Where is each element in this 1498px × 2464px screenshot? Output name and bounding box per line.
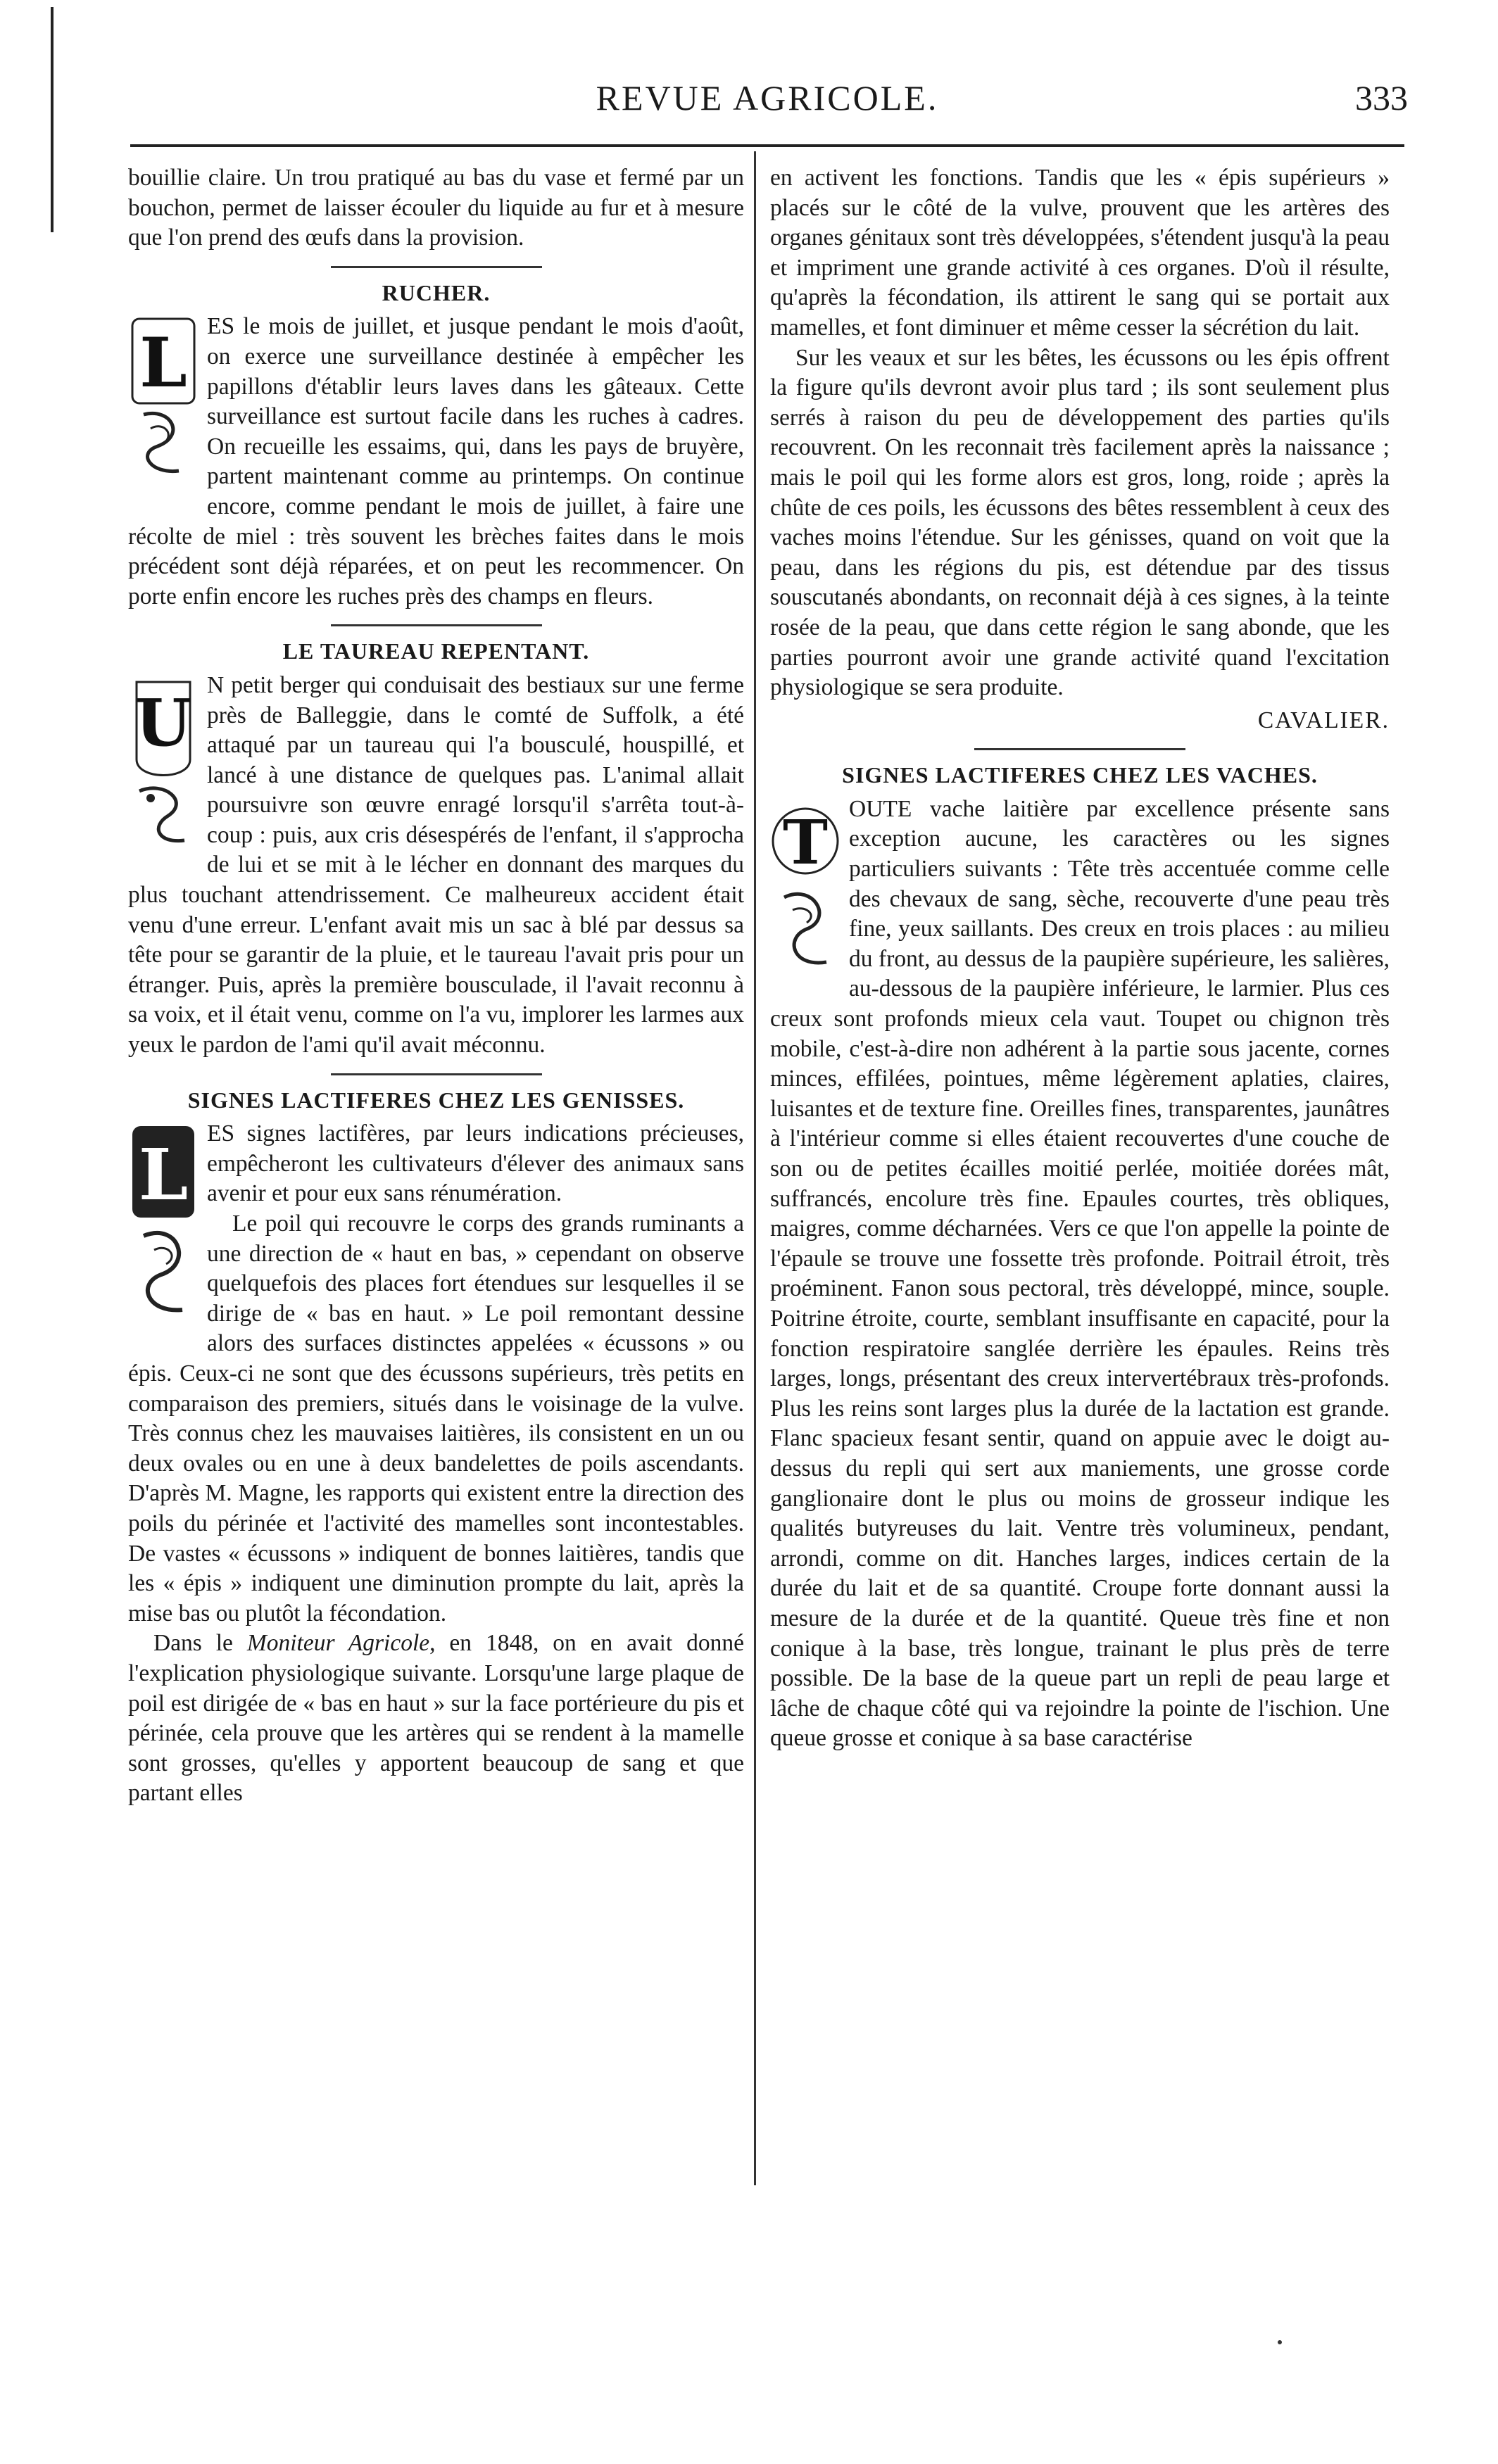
genisses-text-3-prefix: Dans le [153, 1630, 247, 1657]
heading-vaches: SIGNES LACTIFERES CHEZ LES VACHES. [842, 762, 1318, 788]
section-rule [331, 624, 542, 626]
binding-rule [51, 7, 54, 232]
author-signature: CAVALIER. [1257, 707, 1390, 733]
section-rule [974, 748, 1185, 750]
taureau-text: N petit berger qui conduisait des bestiaux sur une ferme près de Balleggie, dans le comté de Suffolk, a été attaqué par un taureau qui l'a bousculé, houspillé, et lancé à une distance de quelques pas. L'animal allait poursuivre son œuvre enragé lorsqu'il s'arrêta tout-à-coup : puis, aux cris désespérés de l'enfant, il s'approcha de lui et se mit à le lécher en donnant des marques du plus touchant attendrissement. Ce malheureux accident était venu d'une erreur. L'enfant avait mis un sac à blé par dessus sa tête pour se garantir de la pluie, et le taureau l'avait pris pour un étranger. Puis, après la première bousculade, il l'avait reconnu à sa voix, et il était venu, comme on l'a vu, implorer les larmes aux yeux le pardon de l'ami qu'il avait méconnu. [128, 671, 744, 1059]
continuation-paragraph: en activent les fonctions. Tandis que les « épis supérieurs » placés sur le côté de la vulve, prouvent que les artères des organes génitaux sont très développées, s'étendent jusqu'à la peau et impriment une grande activité à ces organes. D'où il résulte, qu'après la fécondation, ils attirent le sang qui se portait aux mamelles, et font diminuer et même cesser la sécrétion du lait. [770, 165, 1390, 341]
page-number: 333 [1355, 78, 1408, 118]
heading-genisses: SIGNES LACTIFERES CHEZ LES GENISSES. [187, 1087, 685, 1113]
dropcap-letter: U [134, 684, 192, 761]
right-column [770, 163, 1390, 1754]
dropcap-letter: L [139, 323, 187, 403]
ornate-letter-u-icon [130, 675, 197, 851]
running-title: REVUE AGRICOLE. [596, 78, 939, 118]
dropcap-letter: T [783, 807, 828, 878]
dropcap-ornament-icon [770, 799, 841, 989]
section-rule [331, 266, 542, 268]
genisses-text-3 [128, 1629, 744, 1809]
intro-paragraph: bouillie claire. Un trou pratiqué au bas du vase et fermé par un bouchon, permet de laisser écouler du liquide au fur et à mesure que l'on prend des œufs dans la provision. [128, 165, 744, 251]
header-rule [130, 144, 1404, 147]
genisses-text-3-suffix: , en 1848, on en avait donné l'explication physiologique suivante. Lorsqu'une large plaque de poil est dirigée de « bas en haut » sur la face portérieure du pis et périnée, cela prouve que les artères qui se rendent à la mamelle sont grosses, qu'elles y apportent beaucoup de sang et que partant elles [128, 1630, 744, 1807]
dropcap-letter: L [138, 1133, 189, 1217]
dropcap-ornament-icon [128, 316, 199, 492]
heading-taureau: LE TAUREAU REPENTANT. [282, 638, 590, 664]
genisses-text-1: ES signes lactifères, par leurs indications précieuses, empêcheront les cultivateurs d'élever des animaux sans avenir et pour eux sans rénumération. [207, 1120, 744, 1207]
stray-mark [1278, 2340, 1282, 2344]
ornate-letter-t-icon [772, 799, 839, 982]
page-header [127, 69, 1408, 125]
heading-rucher: RUCHER. [382, 279, 491, 305]
dropcap-ornament-icon [128, 1123, 199, 1334]
journal-title: Moniteur Agricole [246, 1630, 430, 1657]
rucher-text: ES le mois de juillet, et jusque pendant le mois d'août, on exerce une surveillance destinée à empêcher les papillons d'établir leurs laves dans les gâteaux. Cette surveillance est surtout facile dans les ruches à cadres. On recueille les essaims, qui, dans les pays de bruyère, partent maintenant comme au printemps. On continue encore, comme pendant le mois de juillet, à faire une récolte de miel : très souvent les brèches faites dans le mois précédent sont déjà réparées, et on peut les recommencer. On porte enfin encore les ruches près des champs en fleurs. [128, 313, 744, 609]
section-rule [331, 1073, 542, 1075]
vaches-text: OUTE vache laitière par excellence présente sans exception aucune, les caractères ou les signes particuliers suivants : Tête très accentuée comme celle des chevaux de sang, sèche, recouverte d'une peau très fine, yeux saillants. Des creux en trois places : au milieu du front, au dessus de la paupière supérieure, les salières, au-dessous de la paupière inférieure, le larmier. Plus ces creux sont profonds mieux cela vaut. Toupet ou chignon très mobile, c'est-à-dire non adhérent à la partie sous jacente, cornes minces, effilées, pointues, même légèrement aplaties, claires, luisantes et de texture fine. Oreilles fines, transparentes, jaunâtres à l'intérieur comme si elles étaient recouvertes d'une couche de son ou de petites écailles moitié perlée, moitiée dorées mât, suffrancés, encolure très fine. Epaules courtes, très obliques, maigres, comme décharnées. Vers ce que l'on appelle la pointe de l'épaule se trouve une fossette très profonde. Poitrail étroit, très proéminent. Fanon sous pectoral, très développé, mince, souple. Poitrine étroite, courte, semblant insuffisante en capacité, pour la fonction respiratoire sanglée derrière les épaules. Reins très larges, longs, présentant des creux intervertébraux très-profonds. Plus les reins sont larges plus la durée de la lactation est grande. Flanc spacieux fesant sentir, quand on appuie avec le doigt au-dessus du repli qui sert aux maniements, une grosse corde ganglionaire dont le plus ou moins de grosseur indique les qualités butyreuses du lait. Ventre très volumineux, pendant, arrondi, comme on dit. Hanches larges, indices certain de la durée du lait et de sa quantité. Croupe forte donnant aussi la mesure de la durée et de la quantité. Queue très fine et non conique à la base, très longue, trainant le plus près de terre possible. De la base de la queue part un repli de peau large et lâche de chaque côté qui va rejoindre la pointe de l'ischion. Une queue grosse et conique à sa base caractérise [770, 795, 1390, 1752]
ornate-letter-l-icon [130, 1123, 197, 1327]
column-divider [754, 151, 756, 2185]
veaux-paragraph: Sur les veaux et sur les bêtes, les écussons ou les épis offrent la figure qu'ils devront avoir plus tard ; ils sont seulement plus serrés à raison du peu de développement des parties qu'ils recouvrent. On les reconnait très facilement après la naissance ; mais le poil qui les forme alors est gros, long, roide ; après la chûte de ces poils, les écussons des bêtes ressemblent à ceux des vaches moins l'étendue. Sur les génisses, quand on voit que la peau, dans les régions du pis, est détendue par des tissus souscutanés abondants, on reconnait déjà à ces signes, à la teinte rosée de la peau, que dans cette région le sang abonde, que les parties pourront avoir une grande activité quand l'excitation physiologique se sera produite. [770, 344, 1390, 701]
left-column [128, 163, 744, 1809]
ornate-letter-l-icon [130, 316, 197, 485]
dropcap-ornament-icon [128, 675, 199, 858]
genisses-text-2: Le poil qui recouvre le corps des grands ruminants a une direction de « haut en bas, » cependant on observe quelquefois des places fort étendues sur lesquelles il se dirige de « bas en haut. » Le poil remontant dessine alors des surfaces distinctes appelées « écussons » ou épis. Ceux-ci ne sont que des écussons supérieurs, très petits en comparaison des premiers, situés dans le voisinage de la vulve. Très connus chez les mauvaises laitières, ils consistent en un ou deux ovales ou en une à deux bandelettes de poils ascendants. D'après M. Magne, les rapports qui existent entre la direction des poils du périnée et l'activité des mamelles sont incontestables. De vastes « écussons » indiquent de bonnes laitières, tandis que les « épis » indiquent une diminution prompte du lait, après la mise bas ou plutôt la fécondation. [128, 1211, 744, 1626]
